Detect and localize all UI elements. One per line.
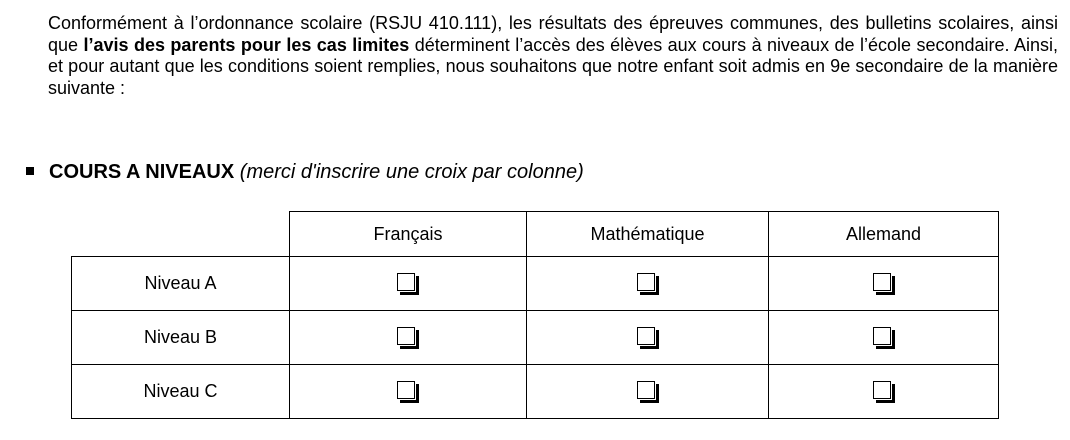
row-label-niveau-c: Niveau C: [72, 365, 290, 419]
checkbox-icon[interactable]: [397, 273, 419, 295]
section-heading: [26, 160, 584, 184]
intro-text-part1: Conformément à l’ordonnance scolaire (RSJU 410.111), les résultats des épreuves communes, des bulletins scolaires, ainsi que: [48, 13, 1058, 55]
table-row: [72, 311, 999, 365]
column-header-allemand: Allemand: [769, 212, 999, 257]
intro-text-bold: l’avis des parents pour les cas limites: [83, 34, 410, 55]
cell-niveau-b-francais: [290, 311, 527, 365]
checkbox-icon[interactable]: [397, 381, 419, 403]
cell-niveau-b-allemand: [769, 311, 999, 365]
checkbox-icon[interactable]: [873, 273, 895, 295]
checkbox-icon[interactable]: [637, 327, 659, 349]
row-label-niveau-a: Niveau A: [72, 257, 290, 311]
intro-paragraph: [48, 13, 1058, 99]
cell-niveau-c-francais: [290, 365, 527, 419]
cell-niveau-c-allemand: [769, 365, 999, 419]
column-header-francais: Français: [290, 212, 527, 257]
levels-table: [71, 211, 999, 419]
checkbox-icon[interactable]: [397, 327, 419, 349]
cell-niveau-c-mathematique: [527, 365, 769, 419]
section-note: (merci d'inscrire une croix par colonne): [239, 161, 584, 183]
cell-niveau-a-francais: [290, 257, 527, 311]
checkbox-icon[interactable]: [873, 381, 895, 403]
table-header-row: [72, 212, 999, 257]
cell-niveau-a-mathematique: [527, 257, 769, 311]
table-row: [72, 257, 999, 311]
table-corner-cell: [72, 212, 290, 257]
checkbox-icon[interactable]: [873, 327, 895, 349]
cell-niveau-b-mathematique: [527, 311, 769, 365]
checkbox-icon[interactable]: [637, 273, 659, 295]
row-label-niveau-b: Niveau B: [72, 311, 290, 365]
table-row: [72, 365, 999, 419]
checkbox-icon[interactable]: [637, 381, 659, 403]
cell-niveau-a-allemand: [769, 257, 999, 311]
square-bullet-icon: [26, 167, 34, 175]
intro-text-part2: déterminent l’accès des élèves aux cours à niveaux de l’école secondaire. Ainsi, et pour autant que les conditions soient remplies, nous souhaitons que notre enfant soit admis en 9e secondaire de la manière suivante :: [48, 34, 1058, 98]
section-title: COURS A NIVEAUX: [49, 161, 235, 183]
column-header-mathematique: Mathématique: [527, 212, 769, 257]
